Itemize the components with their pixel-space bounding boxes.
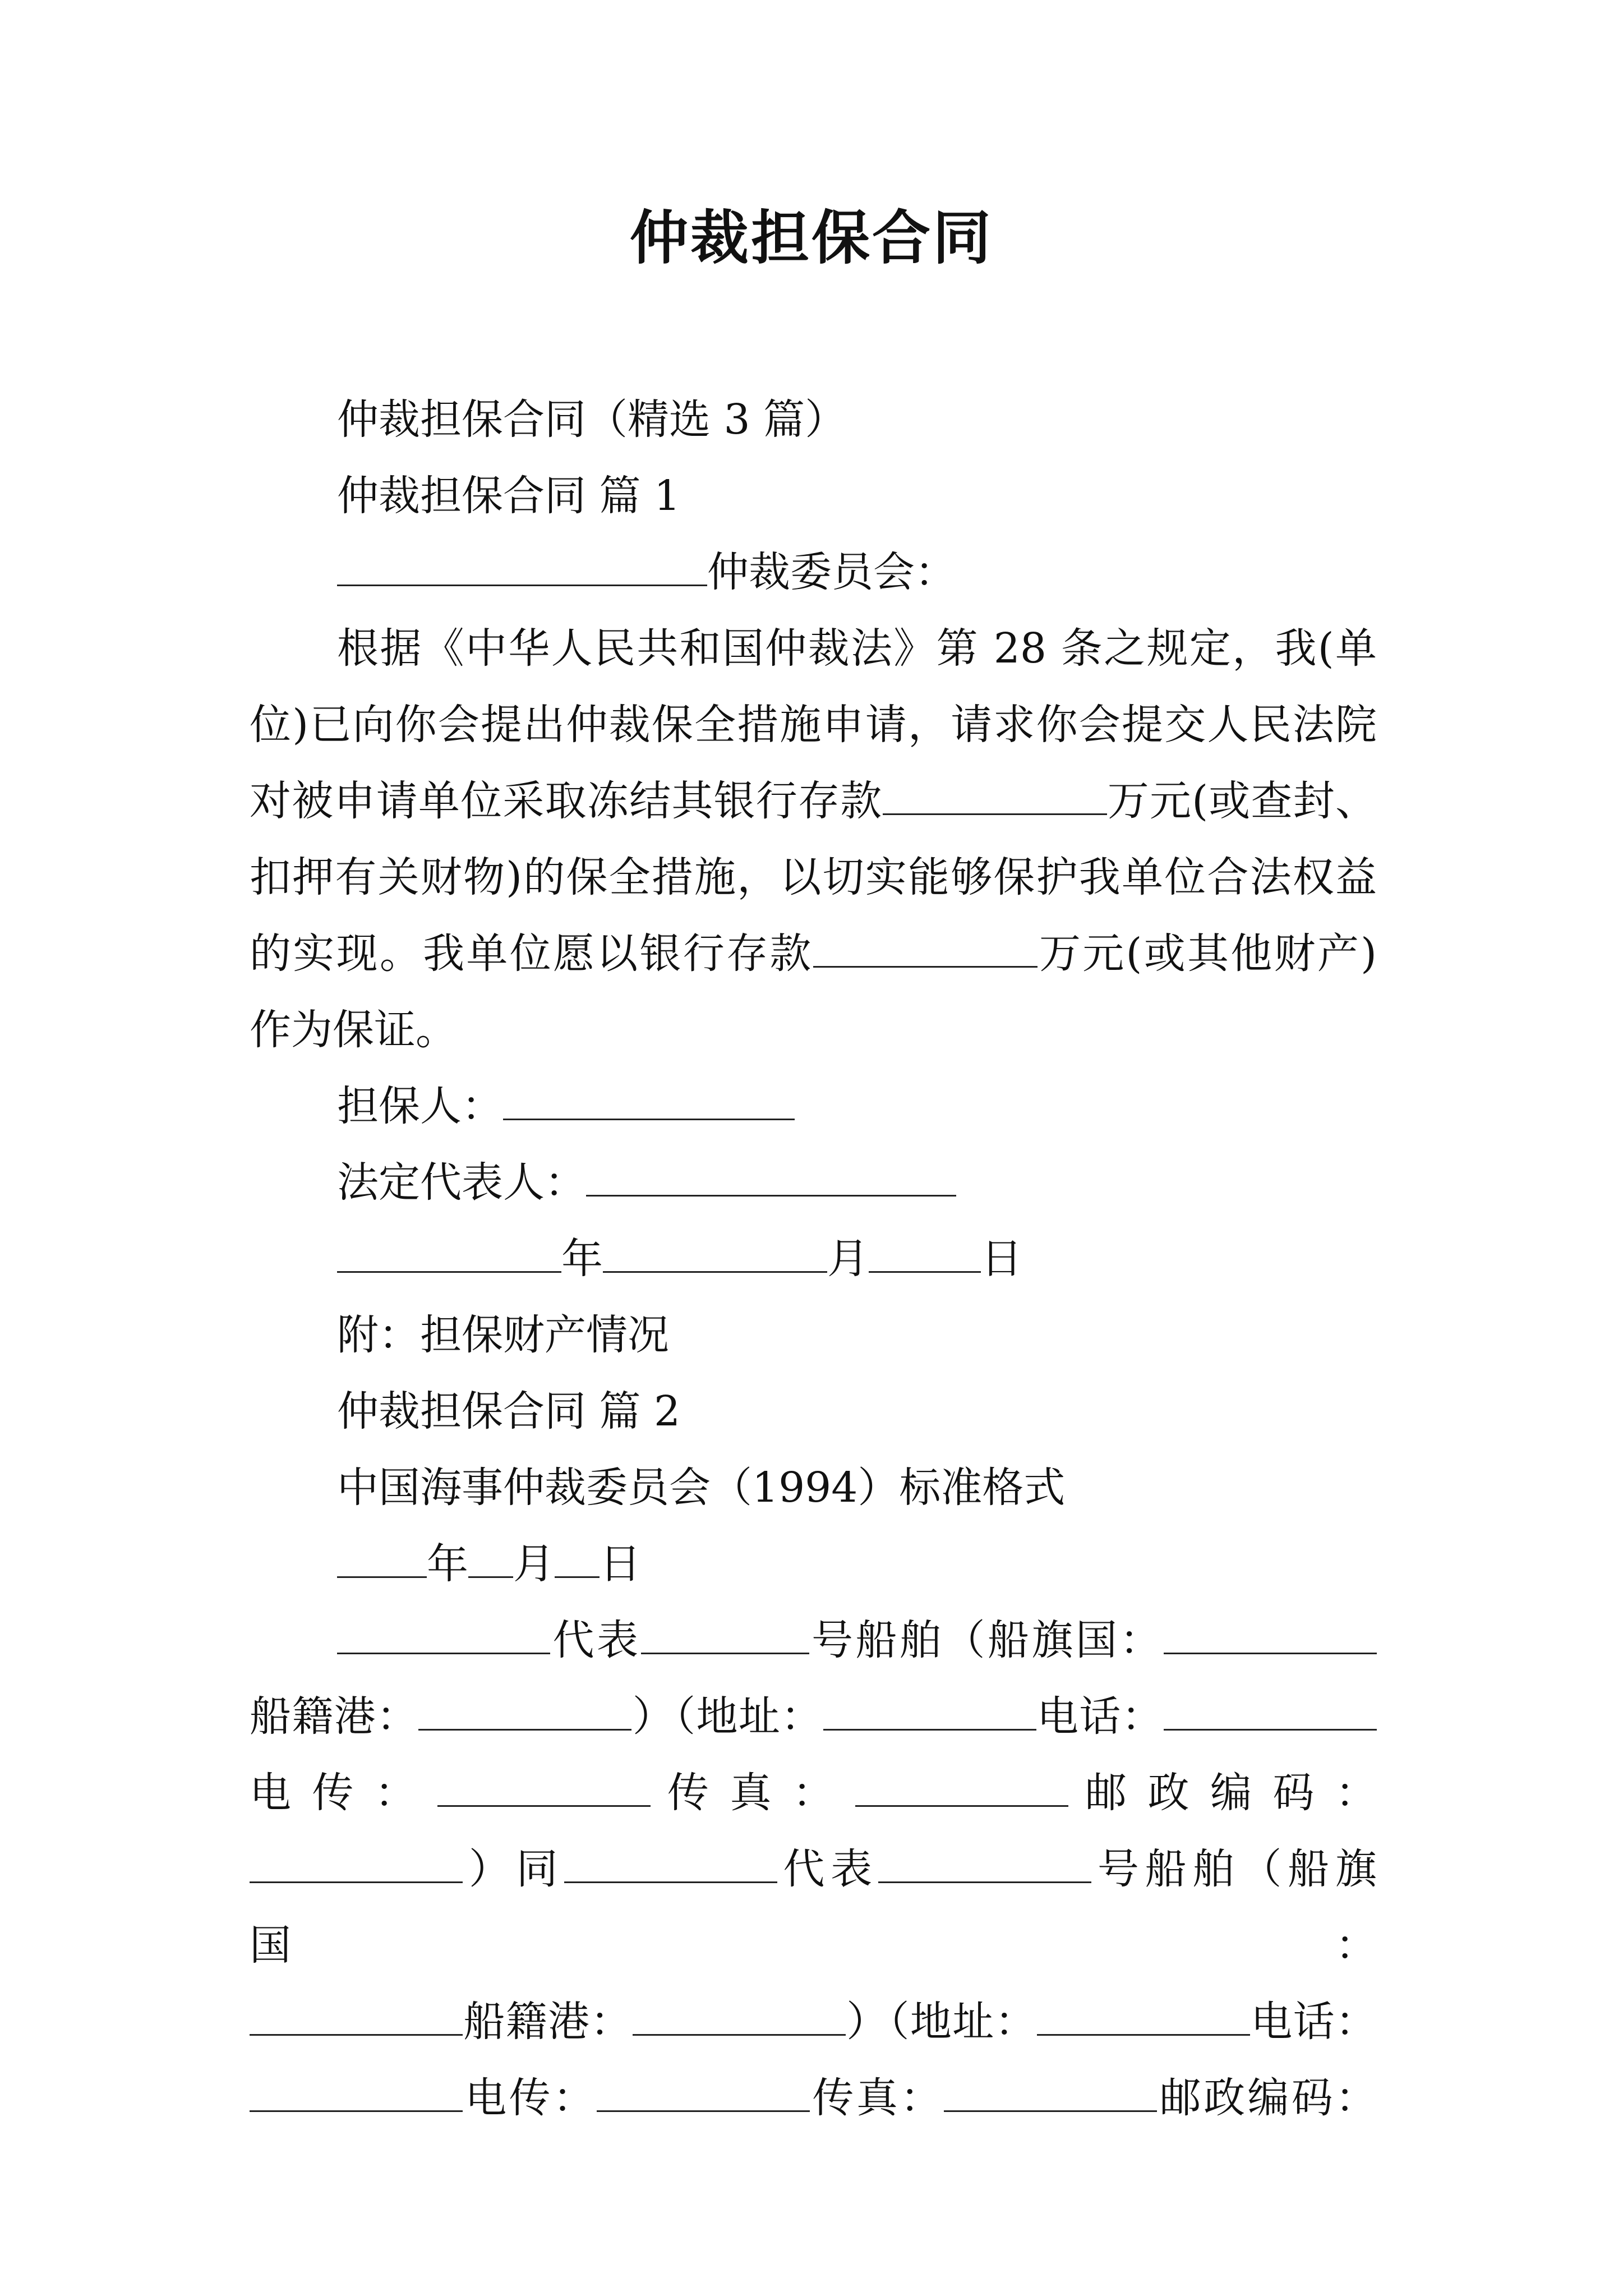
blank-field bbox=[855, 1770, 1068, 1807]
blank-field bbox=[603, 1236, 827, 1273]
blank-field bbox=[883, 779, 1107, 815]
blank-field bbox=[250, 1847, 463, 1883]
party-line-5: 船籍港： ）（地址： 电话： bbox=[250, 1984, 1377, 2060]
paragraph-1: 根据《中华人民共和国仲裁法》第 28 条之规定，我(单位)已向你会提出仲裁保全措施申请，请求你会提交人民法院对被申请单位采取冻结其银行存款 万元(或查封、扣押有关财物)的保全措施，以切实能够保护我单位合法权益的实现。我单位愿以银行存款 万元(或其他财产)作为保证。 bbox=[250, 624, 1377, 1054]
document-title: 仲裁担保合同 bbox=[629, 203, 993, 272]
blank-field bbox=[337, 1542, 427, 1578]
party-line-2: 船籍港： ）（地址： 电话： bbox=[250, 1678, 1377, 1755]
party-line-6: 电传： 传真： 邮政编码： bbox=[250, 2060, 1377, 2136]
blank-field bbox=[1164, 1618, 1377, 1654]
blank-field bbox=[869, 1236, 981, 1273]
subtitle-line: 仲裁担保合同（精选 3 篇） bbox=[337, 395, 847, 444]
blank-field bbox=[337, 550, 707, 586]
blank-field bbox=[633, 1999, 846, 2036]
blank-field bbox=[944, 2076, 1157, 2112]
blank-field bbox=[555, 1542, 600, 1578]
document-body bbox=[250, 381, 1377, 2136]
section-heading-1: 仲裁担保合同 篇 1 bbox=[337, 472, 681, 520]
blank-field bbox=[823, 1694, 1036, 1731]
blank-field bbox=[250, 1999, 463, 2036]
blank-field bbox=[250, 2076, 463, 2112]
date-line-2: 年 月 日 bbox=[250, 1526, 1377, 1602]
party-line-4: ）同 代表 号船舶（船旗国： bbox=[250, 1845, 1377, 1970]
blank-field bbox=[878, 1847, 1091, 1883]
standard-format-line: 中国海事仲裁委员会（1994）标准格式 bbox=[337, 1464, 1066, 1512]
date-line-1: 年 月 日 bbox=[250, 1221, 1377, 1297]
blank-field bbox=[586, 1160, 956, 1197]
party-line-3: 电 传 ： 传 真 ： 邮 政 编 码 ： bbox=[250, 1769, 1377, 1817]
blank-field bbox=[1164, 1694, 1377, 1731]
blank-field bbox=[597, 2076, 810, 2112]
party-line-1: 代表 号船舶（船旗国： bbox=[250, 1602, 1377, 1678]
blank-field bbox=[1037, 1999, 1250, 2036]
blank-field bbox=[468, 1542, 513, 1578]
blank-field bbox=[437, 1770, 651, 1807]
appendix-line: 附：担保财产情况 bbox=[337, 1311, 669, 1359]
blank-field bbox=[641, 1618, 809, 1654]
section-heading-2: 仲裁担保合同 篇 2 bbox=[337, 1387, 681, 1435]
legal-rep-line: 法定代表人： bbox=[250, 1144, 1377, 1221]
blank-field bbox=[337, 1236, 561, 1273]
blank-field bbox=[564, 1847, 777, 1883]
blank-field bbox=[418, 1694, 631, 1731]
addressee-line: 仲裁委员会： bbox=[250, 534, 1377, 610]
blank-field bbox=[813, 931, 1038, 968]
guarantor-line: 担保人： bbox=[250, 1068, 1377, 1144]
blank-field bbox=[503, 1084, 795, 1120]
blank-field bbox=[337, 1618, 550, 1654]
